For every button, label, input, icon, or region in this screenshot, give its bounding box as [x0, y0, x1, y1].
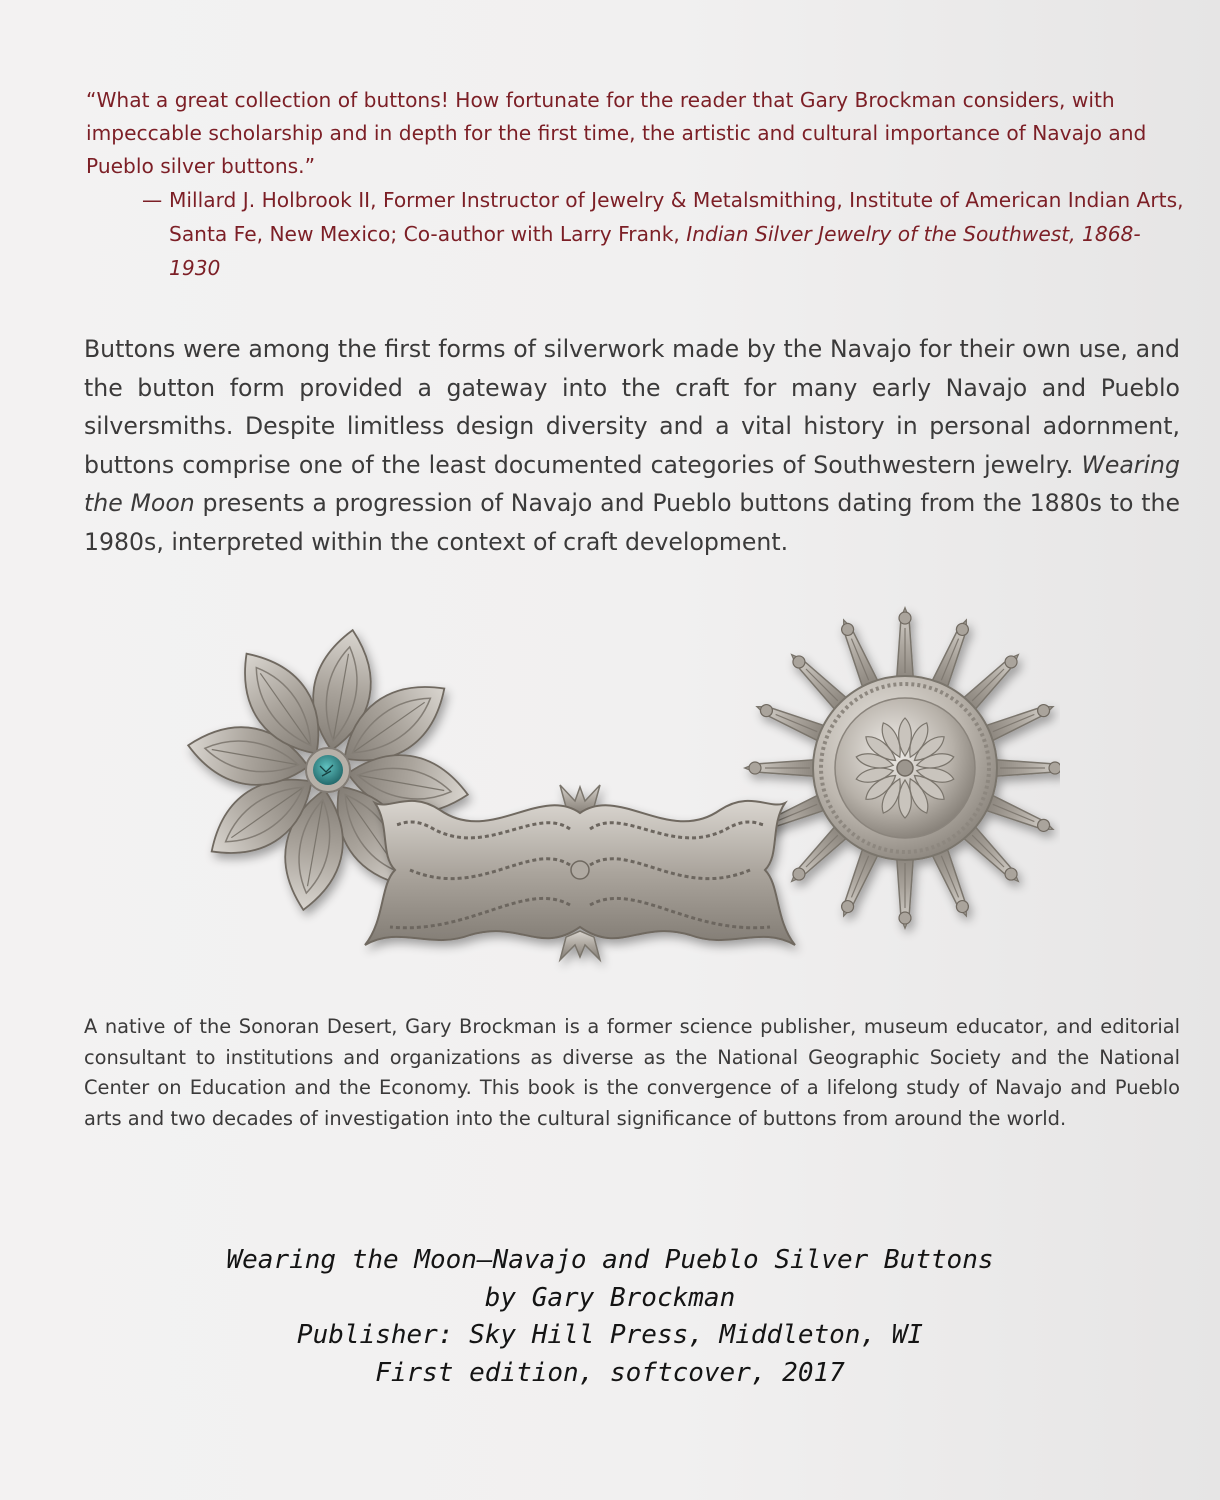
endorsement-quote: “What a great collection of buttons! How fortunate for the reader that Gary Brockman considers, with impeccable scholarship and in depth for the first time, the artistic and cultural importance of Navajo and Pueblo silver buttons.”	[86, 88, 1147, 178]
butterfly-button	[365, 785, 795, 960]
sunburst-button	[745, 608, 1060, 928]
attribution-text	[150, 183, 1190, 285]
attribution-book-title: Indian Silver Jewelry of the Southwest, 1868-1930	[169, 222, 1141, 280]
attribution-credit: Millard J. Holbrook II, Former Instructor of Jewelry & Metalsmithing, Institute of American Indian Arts, Santa Fe, New Mexico; Co-author with Larry Frank,	[169, 188, 1184, 246]
credit-publisher: Publisher: Sky Hill Press, Middleton, WI	[296, 1320, 924, 1350]
credit-title: Wearing the Moon—Navajo and Pueblo Silver Buttons	[226, 1245, 994, 1275]
description-part-2: presents a progression of Navajo and Pueblo buttons dating from the 1880s to the 1980s, interpreted within the context of craft development.	[84, 489, 1181, 556]
author-bio: A native of the Sonoran Desert, Gary Brockman is a former science publisher, museum educator, and editorial consultant to institutions and organizations as diverse as the National Geographic Society and the National Center on Education and the Economy. This book is the convergence of a lifelong study of Navajo and Pueblo arts and two decades of investigation into the cultural significance of buttons from around the world.	[84, 1015, 1180, 1130]
credit-edition: First edition, softcover, 2017	[375, 1357, 845, 1388]
silver-buttons-photo	[180, 580, 1060, 980]
quote-attribution	[142, 183, 1190, 285]
attribution-dash: —	[142, 188, 163, 212]
book-credits	[0, 1242, 1220, 1392]
description-part-1: Buttons were among the first forms of silverwork made by the Navajo for their own use, and the button form provided a gateway into the craft for many early Navajo and Pueblo silversmiths. Despite limitless design diversity and a vital history in personal adornment, buttons comprise one of the least documented categories of Southwestern jewelry.	[84, 335, 1180, 479]
book-description	[84, 330, 1180, 561]
credit-author: by Gary Brockman	[484, 1282, 736, 1313]
description-book-title: Wearing the Moon	[84, 450, 1180, 517]
